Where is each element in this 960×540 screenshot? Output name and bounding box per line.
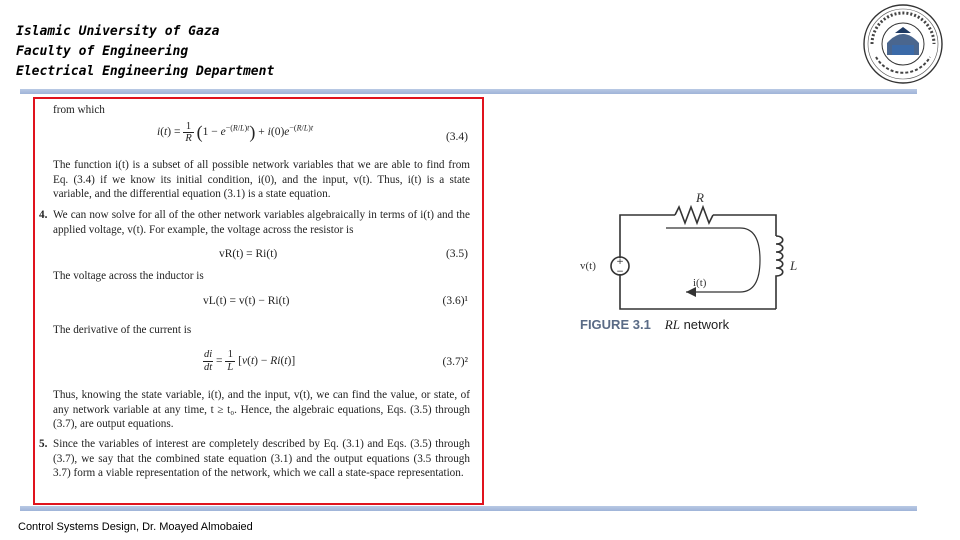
paragraph-state-space: Since the variables of interest are completely described by Eq. (3.1) and Eqs. (3.5) through (3.7), we say that the combined state equation (3.1) and the output equations (3.5 through 3.7) form a viable representation of the network, which we call a state-space representation. [53, 438, 470, 480]
university-seal-logo [862, 3, 944, 85]
faculty-name: Faculty of Engineering [16, 44, 189, 59]
svg-text:+: + [616, 257, 624, 267]
header-divider [20, 89, 917, 94]
paragraph-algebraic: We can now solve for all of the other network variables algebraically in terms of i(t) and the applied voltage, v(t). For example, the voltage across the resistor is [53, 209, 470, 236]
item-number-4: 4. [39, 209, 48, 221]
textbook-excerpt [35, 99, 482, 503]
item-number-5: 5. [39, 438, 48, 450]
inductor-voltage-text: The voltage across the inductor is [53, 270, 204, 282]
inductor-label: L [790, 258, 798, 273]
footer-course-credit: Control Systems Design, Dr. Moayed Almobaied [18, 521, 253, 533]
textbook-excerpt-frame [33, 97, 484, 505]
resistor-label: R [696, 190, 704, 205]
figure-caption-rest: network [679, 317, 730, 332]
svg-text:−: − [616, 267, 624, 277]
equation-3-6: vL(t) = v(t) − Ri(t) [203, 295, 290, 307]
footer-divider [20, 506, 917, 511]
paragraph-state-variable: The function i(t) is a subset of all possible network variables that we are able to find from Eq. (3.4) if we know its initial condition, i(0), and the input, v(t). Thus, i(t) is a state variable, and the differential equation (3.1) is a state equation. [53, 159, 470, 201]
equation-3-4: i(t) = 1 R $(1 - e^{-(R/L)t}) + i(0)e^{-(R/L)t}$ [157, 121, 314, 144]
current-label: i(t) [693, 277, 707, 289]
resistor-symbol [675, 207, 713, 223]
inductor-symbol [776, 236, 783, 309]
figure-caption [580, 317, 729, 333]
equation-number-3-4: (3.4) [445, 131, 468, 143]
equation-3-7: $\frac{di}{dt} = 1$ L [v(t) − Ri(t)] [204, 349, 296, 373]
wire-top-right [713, 215, 776, 236]
current-derivative-text: The derivative of the current is [53, 324, 192, 336]
current-loop-arrow [666, 228, 760, 292]
department-name: Electrical Engineering Department [16, 64, 275, 79]
intro-text: from which [53, 104, 105, 116]
institution-header [16, 22, 274, 82]
figure-caption-label: FIGURE 3.1 [580, 317, 651, 332]
figure-caption-rl: RL [664, 317, 680, 332]
university-name: Islamic University of Gaza [16, 24, 220, 39]
equation-number-3-6: (3.6)¹ [442, 295, 468, 307]
equation-number-3-7: (3.7)² [442, 356, 468, 368]
paragraph-output-equations: Thus, knowing the state variable, i(t), and the input, v(t), we can find the value, or state, of any network variable at any time, t ≥ t₀. Hence, the algebraic equations, Eqs. (3.5) through (3.7), are output equations. [53, 389, 470, 431]
wire-top-left [620, 215, 675, 258]
equation-number-3-5: (3.5) [445, 248, 468, 260]
equation-3-5: vR(t) = Ri(t) [219, 248, 278, 260]
voltage-label: v(t) [580, 260, 596, 272]
